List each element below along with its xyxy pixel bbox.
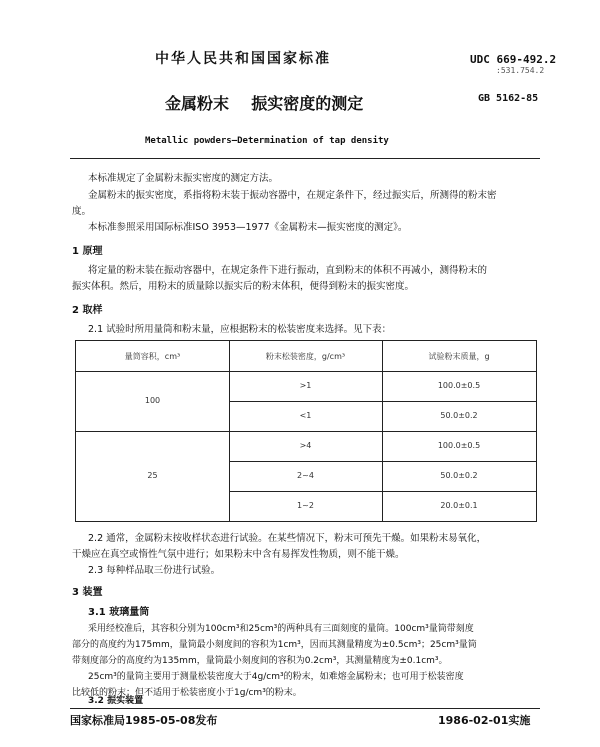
gb-number: GB 5162-85 [478, 93, 539, 104]
effective-date: 1986-02-01实施 [438, 714, 531, 727]
intro-paragraph-2-line2: 度。 [72, 206, 92, 217]
table-cell-density: <1 [299, 411, 312, 420]
table-cell-density: 2~4 [297, 471, 314, 480]
table-header-cylinder: 量筒容积，cm³ [124, 352, 181, 361]
table-cell-mass: 100.0±0.5 [437, 381, 481, 390]
section-2-heading: 2 取样 [72, 305, 103, 316]
clause-3-1-line3: 带刻度部分的高度约为135mm，量筒最小刻度间的容积为0.2cm³，其测量精度为±0.1cm³。 [72, 656, 448, 666]
section-1-line2: 振实体积。然后，用粉末的质量除以振实后的粉末体积，便得到粉末的振实密度。 [72, 281, 415, 292]
clause-2-1: 2.1 试验时所用量筒和粉末量，应根据粉末的松装密度来选择。见下表： [88, 324, 392, 335]
table-cell-mass: 50.0±0.2 [440, 471, 478, 480]
document-title-en: Metallic powders—Determination of tap density [145, 136, 389, 146]
clause-3-2: 3.2 振实装置 [88, 696, 144, 706]
table-header-density: 粉末松装密度，g/cm³ [265, 352, 346, 361]
table-cell-mass: 100.0±0.5 [437, 441, 481, 450]
udc-subcode: :531.754.2 [496, 66, 545, 75]
table-cell-mass: 20.0±0.1 [440, 501, 478, 510]
clause-3-1-line2: 部分的高度约为175mm，量筒最小刻度间的容积为1cm³，因而其测量精度为±0.5cm³；25cm³量筒 [72, 640, 477, 650]
table-cell-cylinder-25: 25 [147, 471, 158, 480]
issued-date: 国家标准局1985-05-08发布 [70, 714, 218, 727]
clause-3-1-line4: 25cm³的量筒主要用于测量松装密度大于4g/cm³的粉末，如难熔金属粉末；也可用于松装密度 [88, 672, 464, 682]
intro-paragraph-1: 本标准规定了金属粉末振实密度的测定方法。 [88, 173, 279, 184]
table-cell-density: >4 [299, 441, 312, 450]
footer-divider [70, 708, 540, 709]
table-header-mass: 试验粉末质量，g [428, 352, 490, 361]
clause-3-1-line1: 采用经校准后，其容积分别为100cm³和25cm³的两种具有三面刻度的量筒。100cm³量筒带刻度 [88, 624, 474, 634]
section-1-heading: 1 原理 [72, 246, 103, 257]
clause-2-3: 2.3 每种样品取三份进行试验。 [88, 565, 221, 576]
section-1-line1: 将定量的粉末装在振动容器中，在规定条件下进行振动，直到粉末的体积不再减小，测得粉末的 [88, 265, 488, 276]
sampling-table [75, 340, 537, 522]
clause-3-1: 3.1 玻璃量筒 [88, 607, 150, 618]
standard-name: 中华人民共和国国家标准 [155, 51, 331, 67]
table-cell-mass: 50.0±0.2 [440, 411, 478, 420]
clause-2-2-line2: 干燥应在真空或惰性气氛中进行；如果粉末中含有易挥发性物质，则不能干燥。 [72, 549, 405, 560]
table-cell-density: >1 [299, 381, 312, 390]
intro-paragraph-2-line1: 金属粉末的振实密度，系指将粉末装于振动容器中，在规定条件下，经过振实后，所测得的粉末密 [88, 190, 497, 201]
header-divider [70, 158, 540, 159]
clause-3-1-line5: 比较低的粉末；但不适用于松装密度小于1g/cm³的粉末。 [72, 688, 302, 698]
document-title: 金属粉末 振实密度的测定 [165, 94, 364, 113]
table-cell-density: 1~2 [297, 501, 314, 510]
udc-code: UDC 669-492.2 [470, 53, 557, 66]
table-cell-cylinder-100: 100 [144, 396, 161, 405]
intro-paragraph-3: 本标准参照采用国际标准ISO 3953—1977《金属粉末—振实密度的测定》。 [88, 222, 408, 233]
section-3-heading: 3 装置 [72, 587, 103, 598]
clause-2-2-line1: 2.2 通常，金属粉末按收样状态进行试验。在某些情况下，粉末可预先干燥。如果粉末易氧化， [88, 533, 487, 544]
